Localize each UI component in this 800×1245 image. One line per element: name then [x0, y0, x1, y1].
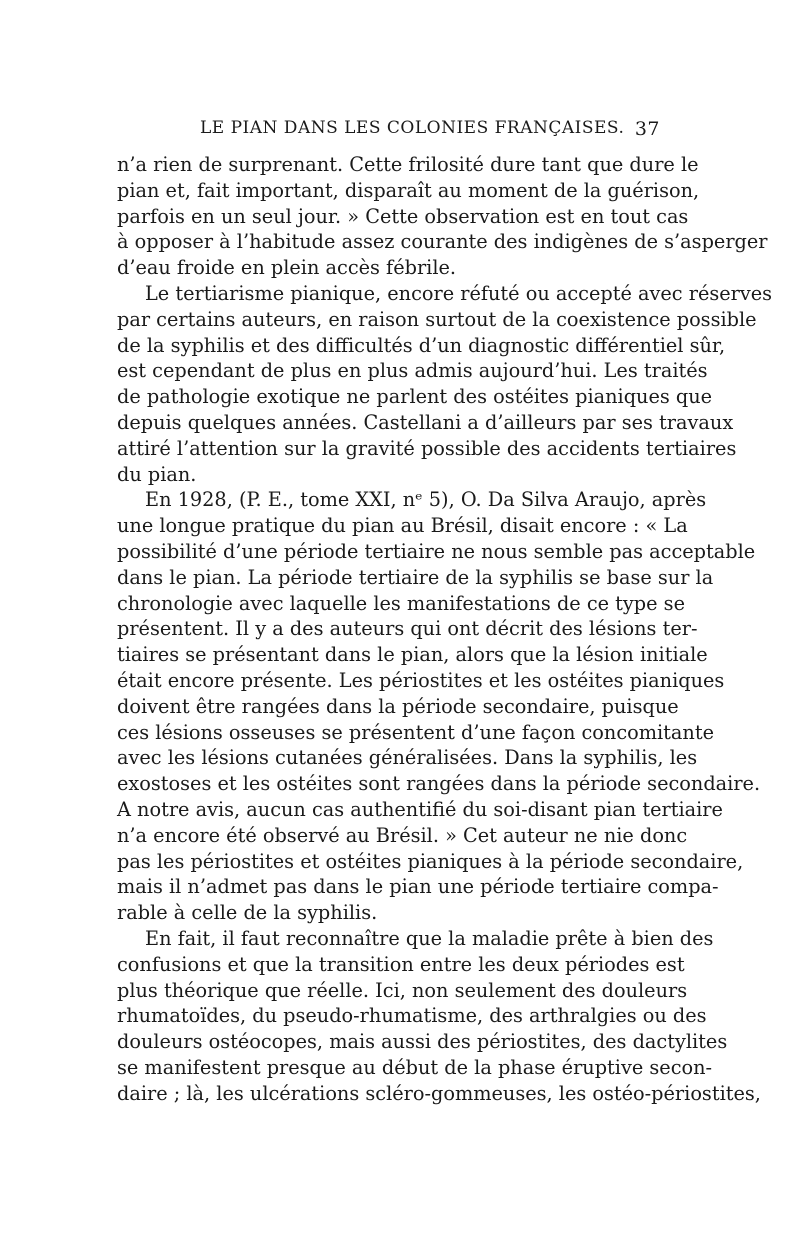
text-line: attiré l’attention sur la gravité possible des accidents tertiaires [117, 436, 737, 460]
text-line: exostoses et les ostéites sont rangées dans la période secondaire. [117, 772, 761, 796]
text-line: n’a rien de surprenant. Cette frilosité dure tant que dure le [117, 153, 699, 176]
text-line: Le tertiarisme pianique, encore réfuté ou accepté avec réserves [145, 281, 773, 305]
text-line: plus théorique que réelle. Ici, non seulement des douleurs [117, 978, 688, 1002]
text-line: est cependant de plus en plus admis aujourd’hui. Les traités [117, 359, 708, 383]
text-line: A notre avis, aucun cas authentifié du soi-disant pian tertiaire [117, 797, 723, 821]
text-line: chronologie avec laquelle les manifestations de ce type se [117, 591, 685, 615]
text-line: doivent être rangées dans la période secondaire, puisque [117, 694, 679, 718]
text-line: rhumatoïdes, du pseudo-rhumatisme, des arthralgies ou des [117, 1004, 707, 1028]
text-line: douleurs ostéocopes, mais aussi des périostites, des dactylites [117, 1030, 728, 1054]
text-line: ces lésions osseuses se présentent d’une façon concomitante [117, 720, 714, 744]
text-line: présentent. Il y a des auteurs qui ont décrit des lésions ter- [117, 617, 698, 641]
text-line: de pathologie exotique ne parlent des ostéites pianiques que [117, 385, 713, 409]
text-line: n’a encore été observé au Brésil. » Cet auteur ne nie donc [117, 823, 688, 847]
page-number: 37 [634, 118, 660, 140]
text-line: était encore présente. Les périostites et les ostéites pianiques [117, 668, 725, 692]
text-line: rable à celle de la syphilis. [117, 901, 378, 925]
text-line: confusions et que la transition entre les deux périodes est [117, 952, 685, 976]
text-line: pian et, fait important, disparaît au moment de la guérison, [117, 178, 700, 202]
text-line: possibilité d’une période tertiaire ne nous semble pas acceptable [117, 539, 756, 563]
text-line: daire ; là, les ulcérations scléro-gommeuses, les ostéo-périostites, [117, 1081, 761, 1105]
text-line: une longue pratique du pian au Brésil, disait encore : « La [117, 514, 688, 538]
text-line: parfois en un seul jour. » Cette observation est en tout cas [117, 204, 689, 228]
text-line: tiaires se présentant dans le pian, alors que la lésion initiale [117, 643, 708, 667]
text-line: mais il n’admet pas dans le pian une période tertiaire compa- [117, 875, 719, 899]
text-line: se manifestent presque au début de la phase éruptive secon- [117, 1055, 713, 1079]
text-line: du pian. [117, 462, 197, 486]
text-line: En fait, il faut reconnaître que la maladie prête à bien des [145, 926, 714, 950]
running-title: LE PIAN DANS LES COLONIES FRANÇAISES. [200, 118, 625, 138]
text-line: pas les périostites et ostéites pianiques à la période secondaire, [117, 849, 744, 873]
text-line: dans le pian. La période tertiaire de la syphilis se base sur la [117, 565, 714, 589]
page-header [200, 118, 660, 144]
body-text [117, 152, 773, 1106]
text-line: En 1928, (P. E., tome XXI, nᵉ 5), O. Da Silva Araujo, après [145, 488, 707, 512]
text-line: de la syphilis et des difficultés d’un diagnostic différentiel sûr, [117, 333, 726, 357]
text-line: à opposer à l’habitude assez courante des indigènes de s’asperger [117, 230, 768, 254]
text-line: par certains auteurs, en raison surtout de la coexistence possible [117, 307, 757, 331]
text-line: avec les lésions cutanées généralisées. Dans la syphilis, les [117, 746, 698, 770]
text-line: depuis quelques années. Castellani a d’ailleurs par ses travaux [117, 410, 734, 434]
text-line: d’eau froide en plein accès fébrile. [117, 256, 457, 280]
